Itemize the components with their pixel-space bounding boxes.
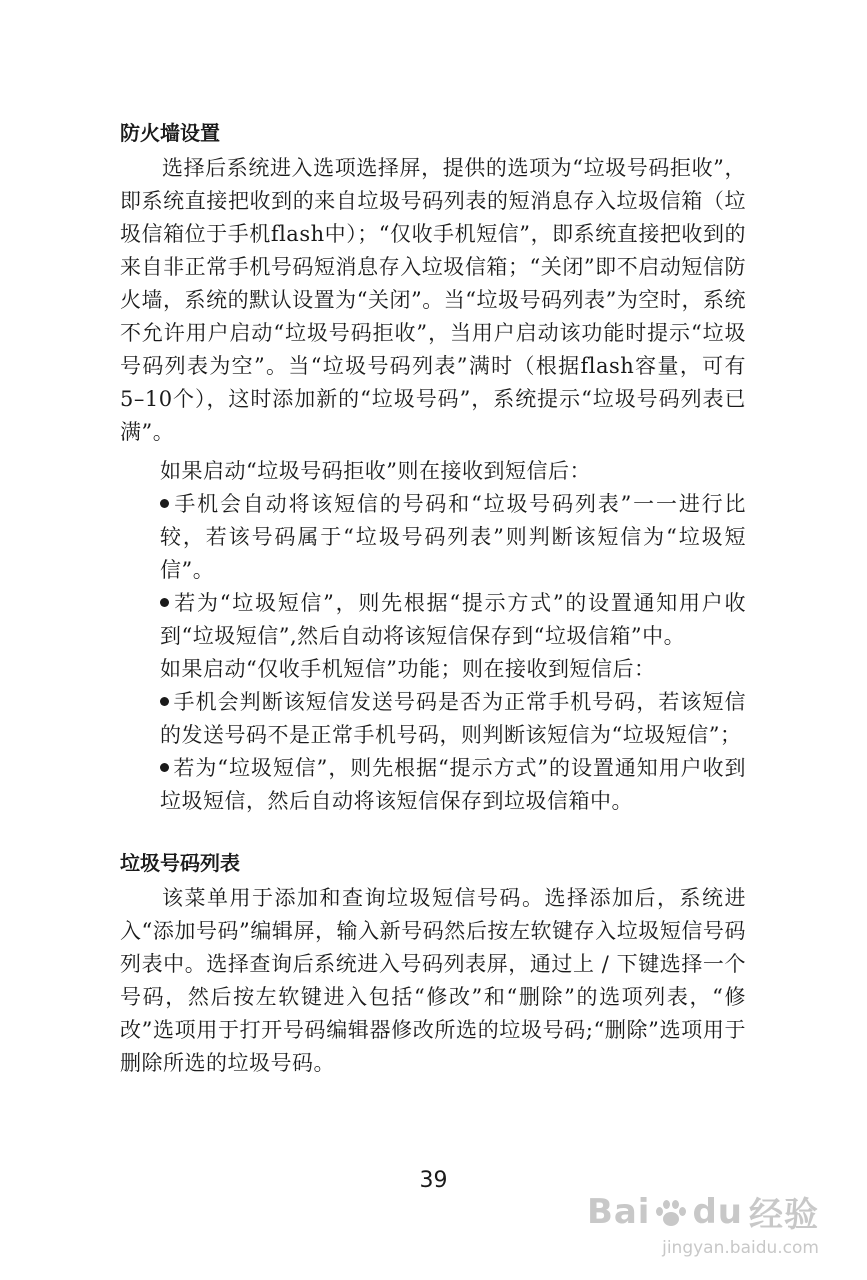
section-heading-junk-list: 垃圾号码列表	[120, 851, 240, 875]
section-heading-firewall: 防火墙设置	[120, 121, 220, 145]
firewall-paragraph: 选择后系统进入选项选择屏，提供的选项为“垃圾号码拒收”，即系统直接把收到的来自垃圾号码列表的短消息存入垃圾信箱（垃圾信箱位于手机flash中）；“仅收手机短信”，即系统直接把收到的来自非正常手机号码短消息存入垃圾信箱；“关闭”即不启动短信防火墙，系统的默认设置为“关闭”。当“垃圾号码列表”为空时，系统不允许用户启动“垃圾号码拒收”，当用户启动该功能时提示“垃圾号码列表为空”。当“垃圾号码列表”满时（根据flash容量，可有5–10个），这时添加新的“垃圾号码”，系统提示“垃圾号码列表已满”。	[120, 156, 746, 444]
bullet-text: 手机会判断该短信发送号码是否为正常手机号码，若该短信的发送号码不是正常手机号码，则判断该短信为“垃圾短信”；	[160, 690, 746, 747]
bullet-text: 若为“垃圾短信”，则先根据“提示方式”的设置通知用户收到“垃圾短信”,然后自动将该短信保存到“垃圾信箱”中。	[160, 591, 746, 648]
watermark-url: jingyan.baidu.com	[662, 1238, 819, 1258]
paw-icon	[652, 1197, 690, 1227]
bullet-dot-icon	[160, 763, 169, 772]
reject-intro: 如果启动“垃圾号码拒收”则在接收到短信后：	[160, 459, 591, 483]
bullet-dot-icon	[160, 598, 169, 607]
page-number: 39	[419, 1168, 448, 1193]
bullet-text: 手机会自动将该短信的号码和“垃圾号码列表”一一进行比较，若该号码属于“垃圾号码列表”则判断该短信为“垃圾短信”。	[160, 492, 746, 582]
bullet-dot-icon	[160, 499, 169, 508]
document-page	[120, 118, 746, 1080]
bullet-item	[120, 587, 746, 653]
watermark-logo: Bai du 经验	[586, 1191, 819, 1235]
baidu-watermark	[587, 1187, 819, 1258]
bullet-item	[120, 488, 746, 587]
section-gap	[120, 818, 746, 848]
junk-list-paragraph: 该菜单用于添加和查询垃圾短信号码。选择添加后，系统进入“添加号码”编辑屏，输入新号码然后按左软键存入垃圾短信号码列表中。选择查询后系统进入号码列表屏，通过上 / 下键选择一个号码，然后按左软键进入包括“修改”和“删除”的选项列表，“修改”选项用于打开号码编辑器修改所选的垃圾号码;“删除”选项用于删除所选的垃圾号码。	[120, 886, 746, 1075]
bullet-item	[120, 686, 746, 752]
mobile-only-intro: 如果启动“仅收手机短信”功能；则在接收到短信后：	[160, 657, 656, 681]
bullet-text: 若为“垃圾短信”，则先根据“提示方式”的设置通知用户收到垃圾短信，然后自动将该短信保存到垃圾信箱中。	[160, 756, 746, 813]
bullet-dot-icon	[160, 697, 169, 706]
bullet-item	[120, 752, 746, 818]
